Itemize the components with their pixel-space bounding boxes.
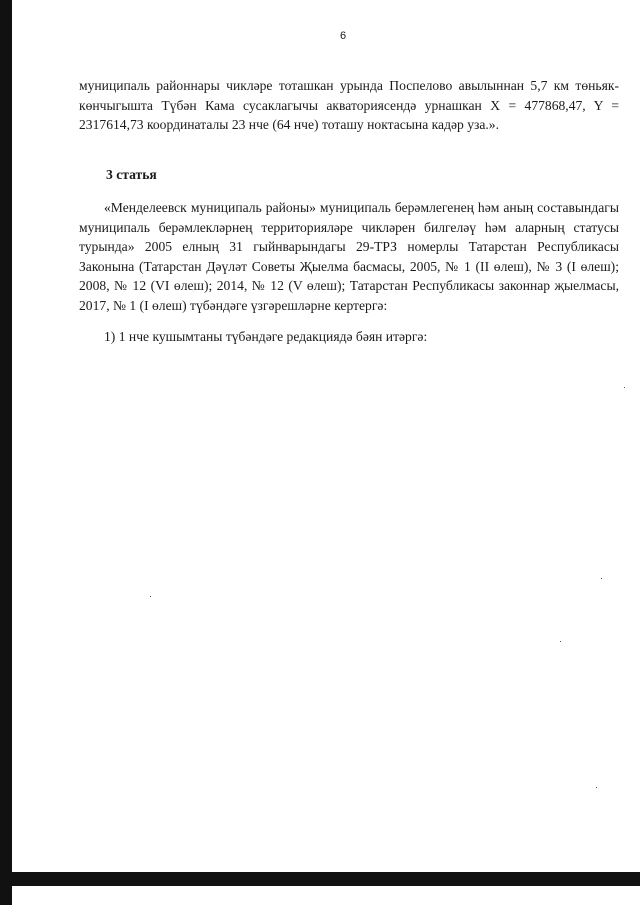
- scan-border-bottom: [0, 872, 640, 886]
- scan-speck: [560, 641, 561, 642]
- article-paragraph: «Менделеевск муниципаль районы» муниципаль берәмлегенең һәм аның составындагы муниципаль берәмлекләрнең территорияләре чикләрен билгеләү һәм аларның статусы турында» 2005 елның 31 гыйнварындагы 29-ТРЗ номерлы Татарстан Республикасы Законына (Татарстан Дәүләт Советы Җыелма басмасы, 2005, № 1 (II өлеш), № 3 (I өлеш); 2008, № 12 (VI өлеш); 2014, № 12 (V өлеш); Татарстан Республикасы законнар җыелмасы, 2017, № 1 (I өлеш) түбәндәге үзгәрешләрне кертергә:: [79, 200, 619, 313]
- list-item-1: 1) 1 нче кушымтаны түбәндәге редакциядә бәян итәргә:: [104, 329, 428, 344]
- scan-speck: [624, 387, 625, 388]
- article-heading: 3 статья: [106, 167, 157, 182]
- page-number: 6: [340, 30, 347, 42]
- continuation-paragraph: муниципаль районнары чикләре тоташкан урында Поспелово авылыннан 5,7 км төньяк-көнчыгышта Түбән Кама сусаклагычы акваториясендә урнашкан X = 477868,47, Y = 2317614,73 координаталы 23 нче (64 нче) тоташу ноктасына кадәр уза.».: [79, 78, 619, 132]
- scan-speck: [150, 596, 151, 597]
- scan-border-left: [0, 0, 12, 905]
- scan-speck: [596, 787, 597, 788]
- scan-speck: [601, 578, 602, 579]
